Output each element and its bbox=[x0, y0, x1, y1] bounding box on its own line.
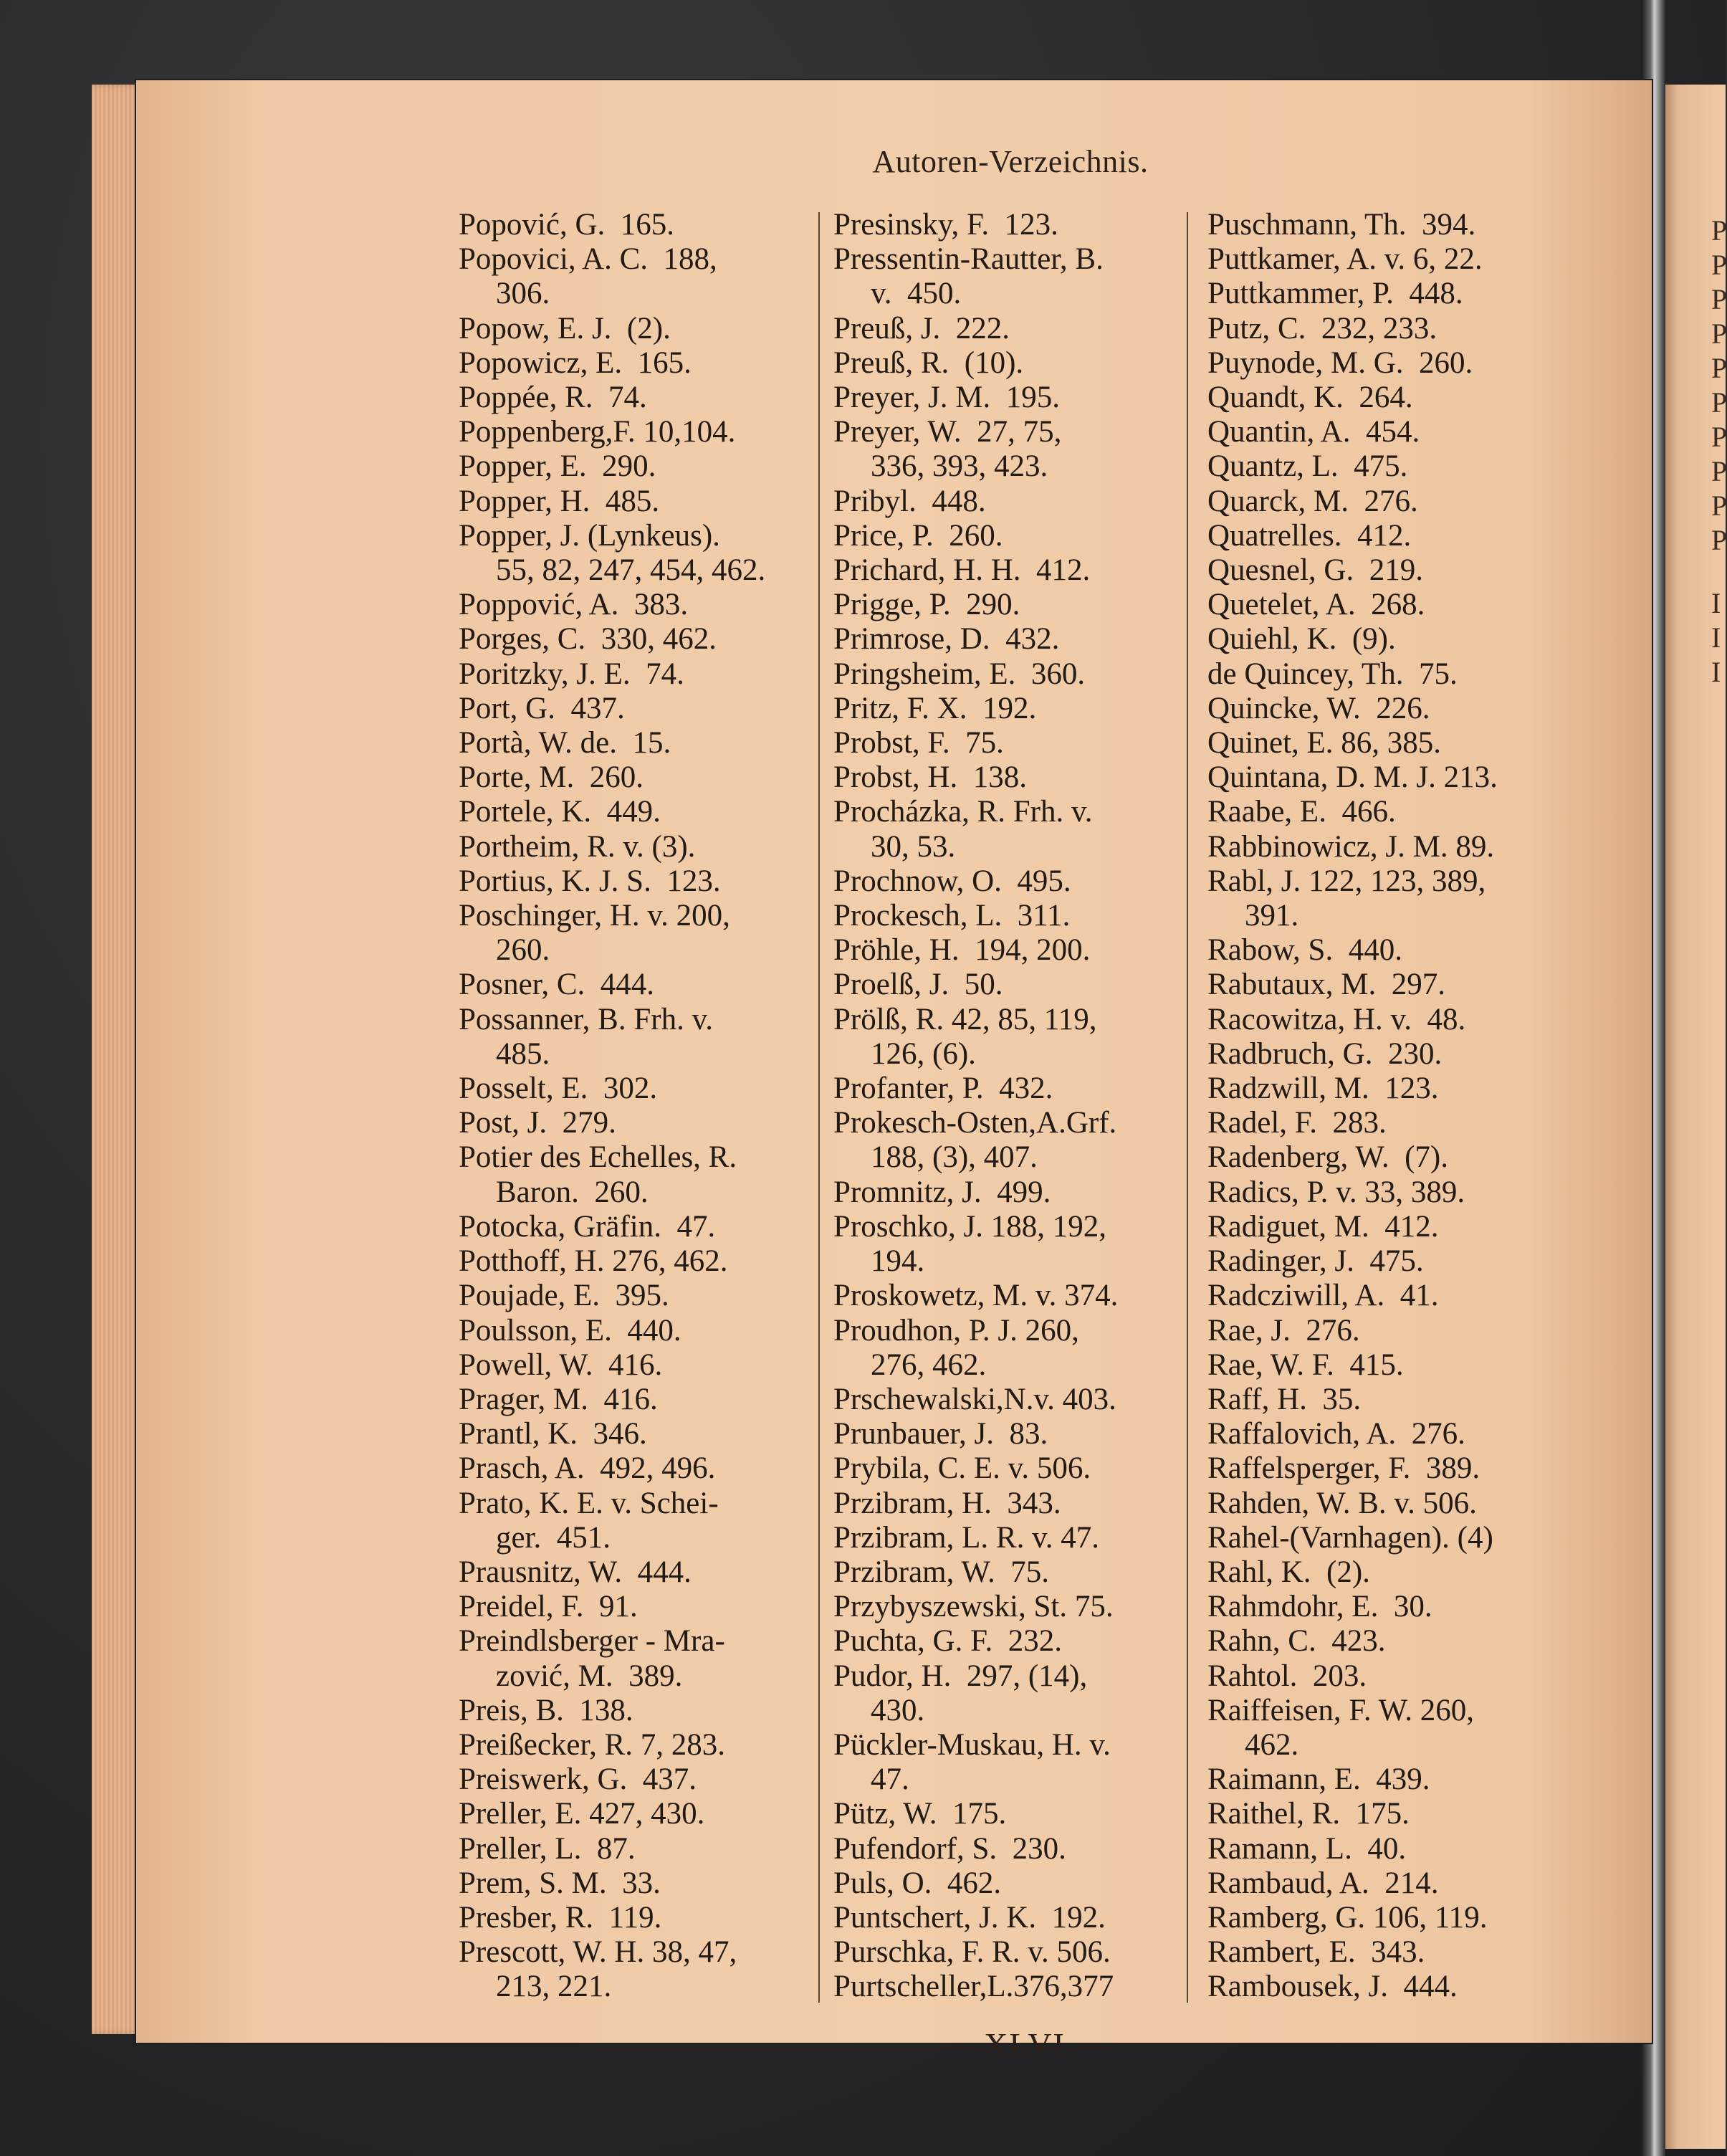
facing-page-fragment: P bbox=[1711, 490, 1727, 522]
index-entry-line: Quantz, L. 475. bbox=[1207, 449, 1408, 484]
index-entry-line: Przybyszewski, St. 75. bbox=[833, 1590, 1114, 1624]
index-entry-line: Preuß, J. 222. bbox=[833, 311, 1010, 345]
facing-page-fragment: P bbox=[1711, 386, 1727, 419]
index-entry-line: 462. bbox=[1245, 1727, 1299, 1762]
index-entry-line: Prschewalski,N.v. 403. bbox=[833, 1382, 1116, 1416]
index-entry-line: 430. bbox=[871, 1693, 925, 1727]
index-entry-line: Prausnitz, W. 444. bbox=[459, 1555, 692, 1589]
index-entry-line: Rahl, K. (2). bbox=[1207, 1555, 1370, 1589]
index-entry-line: Quarck, M. 276. bbox=[1207, 484, 1418, 518]
index-entry-line: Puls, O. 462. bbox=[833, 1866, 1002, 1900]
index-entry-line: 276, 462. bbox=[871, 1348, 987, 1382]
index-entry-line: 188, (3), 407. bbox=[871, 1140, 1038, 1175]
index-entry-line: Radiguet, M. 412. bbox=[1207, 1209, 1439, 1244]
index-entry-line: Prichard, H. H. 412. bbox=[833, 553, 1091, 588]
index-entry-line: Preuß, R. (10). bbox=[833, 345, 1024, 380]
index-entry-line: Rahtol. 203. bbox=[1207, 1659, 1367, 1693]
index-entry-line: Quandt, K. 264. bbox=[1207, 381, 1413, 415]
index-entry-line: Porges, C. 330, 462. bbox=[459, 622, 717, 657]
index-entry-line: Poujade, E. 395. bbox=[459, 1279, 669, 1313]
index-entry-line: Portele, K. 449. bbox=[459, 795, 661, 829]
index-entry-line: Preller, L. 87. bbox=[459, 1831, 636, 1866]
index-entry-line: Radics, P. v. 33, 389. bbox=[1207, 1175, 1465, 1209]
index-entry-line: Quintana, D. M. J. 213. bbox=[1207, 760, 1498, 795]
index-column-2 bbox=[833, 208, 1202, 2005]
index-entry-line: 213, 221. bbox=[496, 1970, 612, 2004]
index-entry-line: Rabow, S. 440. bbox=[1207, 933, 1402, 968]
facing-page-fragment: P bbox=[1711, 352, 1727, 384]
facing-page-fragment: P bbox=[1711, 283, 1727, 315]
index-entry-line: Puttkamer, A. v. 6, 22. bbox=[1207, 242, 1483, 277]
index-entry-line: Prölß, R. 42, 85, 119, bbox=[833, 1002, 1097, 1036]
index-entry-line: Popper, E. 290. bbox=[459, 449, 656, 484]
index-entry-line: Pückler-Muskau, H. v. bbox=[833, 1727, 1111, 1762]
index-entry-line: 391. bbox=[1245, 899, 1299, 933]
index-entry-line: Price, P. 260. bbox=[833, 518, 1003, 553]
index-entry-line: Poppée, R. 74. bbox=[459, 381, 647, 415]
index-entry-line: 336, 393, 423. bbox=[871, 449, 1048, 484]
index-entry-line: Raff, H. 35. bbox=[1207, 1382, 1362, 1416]
index-entry-line: Puynode, M. G. 260. bbox=[1207, 345, 1473, 380]
index-entry-line: Quinet, E. 86, 385. bbox=[1207, 726, 1442, 760]
facing-page-fragment: P bbox=[1711, 318, 1727, 350]
index-entry-line: Post, J. 279. bbox=[459, 1106, 616, 1140]
running-header: Autoren-Verzeichnis. bbox=[872, 144, 1149, 179]
index-entry-line: Quetelet, A. 268. bbox=[1207, 588, 1425, 622]
index-entry-line: zović, M. 389. bbox=[496, 1659, 683, 1693]
index-entry-line: Popow, E. J. (2). bbox=[459, 311, 671, 345]
index-entry-line: Prager, M. 416. bbox=[459, 1382, 658, 1416]
index-entry-line: 306. bbox=[496, 277, 550, 311]
index-entry-line: Rabl, J. 122, 123, 389, bbox=[1207, 864, 1486, 898]
index-entry-line: Poppenberg,F. 10,104. bbox=[459, 415, 736, 449]
index-entry-line: Raithel, R. 175. bbox=[1207, 1797, 1410, 1831]
index-entry-line: Pressentin-Rautter, B. bbox=[833, 242, 1104, 277]
facing-page-fragment: P bbox=[1711, 421, 1727, 453]
index-entry-line: Raimann, E. 439. bbox=[1207, 1763, 1430, 1797]
index-entry-line: 485. bbox=[496, 1036, 550, 1071]
index-entry-line: Rahmdohr, E. 30. bbox=[1207, 1590, 1432, 1624]
index-entry-line: Przibram, W. 75. bbox=[833, 1555, 1049, 1589]
index-entry-line: Preis, B. 138. bbox=[459, 1693, 633, 1727]
index-entry-line: Popovici, A. C. 188, bbox=[459, 242, 717, 277]
index-entry-line: Rabbinowicz, J. M. 89. bbox=[1207, 829, 1495, 864]
index-entry-line: Quesnel, G. 219. bbox=[1207, 553, 1423, 588]
index-entry-line: Port, G. 437. bbox=[459, 691, 625, 725]
index-entry-line: Proudhon, P. J. 260, bbox=[833, 1313, 1079, 1348]
index-entry-line: Popowicz, E. 165. bbox=[459, 345, 692, 380]
index-entry-line: Posner, C. 444. bbox=[459, 968, 655, 1002]
index-entry-line: Prantl, K. 346. bbox=[459, 1417, 647, 1451]
index-entry-line: Preindlsberger - Mra- bbox=[459, 1624, 725, 1659]
index-entry-line: Radel, F. 283. bbox=[1207, 1106, 1387, 1140]
index-entry-line: 30, 53. bbox=[871, 829, 956, 864]
index-entry-line: Ramann, L. 40. bbox=[1207, 1831, 1407, 1866]
index-entry-line: Popper, H. 485. bbox=[459, 484, 660, 518]
index-entry-line: Przibram, H. 343. bbox=[833, 1486, 1061, 1520]
index-entry-line: Radbruch, G. 230. bbox=[1207, 1036, 1443, 1071]
index-entry-line: Prasch, A. 492, 496. bbox=[459, 1451, 716, 1486]
index-entry-line: Raabe, E. 466. bbox=[1207, 795, 1396, 829]
index-entry-line: Probst, F. 75. bbox=[833, 726, 1004, 760]
index-entry-line: Profanter, P. 432. bbox=[833, 1072, 1053, 1106]
facing-page-fragment: I bbox=[1711, 621, 1721, 654]
index-entry-line: Presber, R. 119. bbox=[459, 1900, 662, 1935]
index-entry-line: 260. bbox=[496, 933, 550, 968]
index-entry-line: Promnitz, J. 499. bbox=[833, 1175, 1051, 1209]
index-entry-line: Proelß, J. 50. bbox=[833, 968, 1003, 1002]
column-rule-2 bbox=[1187, 212, 1188, 2003]
index-entry-line: 55, 82, 247, 454, 462. bbox=[496, 553, 766, 588]
index-entry-line: Quincke, W. 226. bbox=[1207, 691, 1430, 725]
index-entry-line: 126, (6). bbox=[871, 1036, 976, 1071]
index-entry-line: Purtscheller,L.376,377 bbox=[833, 1970, 1114, 2004]
facing-page-fragment: P bbox=[1711, 524, 1727, 556]
index-entry-line: Quatrelles. 412. bbox=[1207, 518, 1412, 553]
index-entry-line: Pringsheim, E. 360. bbox=[833, 657, 1086, 691]
index-entry-line: Preiswerk, G. 437. bbox=[459, 1763, 697, 1797]
index-entry-line: Poritzky, J. E. 74. bbox=[459, 657, 684, 691]
index-entry-line: Potthoff, H. 276, 462. bbox=[459, 1244, 728, 1279]
facing-page-fragment: P bbox=[1711, 214, 1727, 247]
index-entry-line: Radcziwill, A. 41. bbox=[1207, 1279, 1439, 1313]
index-entry-line: Preißecker, R. 7, 283. bbox=[459, 1727, 726, 1762]
index-entry-line: 47. bbox=[871, 1763, 909, 1797]
index-entry-line: Putz, C. 232, 233. bbox=[1207, 311, 1437, 345]
index-entry-line: Radenberg, W. (7). bbox=[1207, 1140, 1448, 1175]
index-entry-line: Quiehl, K. (9). bbox=[1207, 622, 1396, 657]
index-entry-line: Purschka, F. R. v. 506. bbox=[833, 1935, 1111, 1970]
index-entry-line: Poulsson, E. 440. bbox=[459, 1313, 681, 1348]
index-entry-line: ger. 451. bbox=[496, 1520, 611, 1555]
index-entry-line: Prescott, W. H. 38, 47, bbox=[459, 1935, 737, 1970]
index-entry-line: Prybila, C. E. v. 506. bbox=[833, 1451, 1091, 1486]
index-entry-line: Portheim, R. v. (3). bbox=[459, 829, 696, 864]
index-entry-line: Probst, H. 138. bbox=[833, 760, 1027, 795]
index-entry-line: Puntschert, J. K. 192. bbox=[833, 1900, 1106, 1935]
index-entry-line: Radzwill, M. 123. bbox=[1207, 1072, 1439, 1106]
index-entry-line: Pütz, W. 175. bbox=[833, 1797, 1007, 1831]
index-entry-line: Posselt, E. 302. bbox=[459, 1072, 658, 1106]
index-column-3 bbox=[1207, 208, 1577, 2005]
index-entry-line: Primrose, D. 432. bbox=[833, 622, 1060, 657]
index-entry-line: Prato, K. E. v. Schei- bbox=[459, 1486, 719, 1520]
index-entry-line: Poschinger, H. v. 200, bbox=[459, 899, 730, 933]
index-entry-line: Baron. 260. bbox=[496, 1175, 649, 1209]
index-entry-line: Pritz, F. X. 192. bbox=[833, 691, 1037, 725]
index-entry-line: Portà, W. de. 15. bbox=[459, 726, 671, 760]
index-entry-line: Ramberg, G. 106, 119. bbox=[1207, 1900, 1488, 1935]
index-entry-line: Prochnow, O. 495. bbox=[833, 864, 1071, 898]
index-entry-line: Puschmann, Th. 394. bbox=[1207, 208, 1476, 242]
index-entry-line: Potocka, Gräfin. 47. bbox=[459, 1209, 716, 1244]
index-entry-line: Popper, J. (Lynkeus). bbox=[459, 518, 720, 553]
page-number: — XLVI — bbox=[939, 2026, 1110, 2063]
index-entry-line: Rahel-(Varnhagen). (4) bbox=[1207, 1520, 1493, 1555]
index-entry-line: Portius, K. J. S. 123. bbox=[459, 864, 721, 898]
facing-page-fragment: P bbox=[1711, 249, 1727, 281]
index-column-1 bbox=[459, 208, 828, 2005]
index-entry-line: Pribyl. 448. bbox=[833, 484, 986, 518]
index-entry-line: Proskowetz, M. v. 374. bbox=[833, 1279, 1119, 1313]
facing-page-fragment: I bbox=[1711, 587, 1721, 619]
index-entry-line: Puchta, G. F. 232. bbox=[833, 1624, 1063, 1659]
index-entry-line: Prigge, P. 290. bbox=[833, 588, 1020, 622]
index-entry-line: Rambousek, J. 444. bbox=[1207, 1970, 1458, 2004]
index-entry-line: Quantin, A. 454. bbox=[1207, 415, 1420, 449]
index-entry-line: Pröhle, H. 194, 200. bbox=[833, 933, 1091, 968]
index-entry-line: Racowitza, H. v. 48. bbox=[1207, 1002, 1466, 1036]
index-entry-line: Possanner, B. Frh. v. bbox=[459, 1002, 714, 1036]
index-entry-line: Raiffeisen, F. W. 260, bbox=[1207, 1693, 1475, 1727]
index-entry-line: Rabutaux, M. 297. bbox=[1207, 968, 1446, 1002]
index-entry-line: Raffalovich, A. 276. bbox=[1207, 1417, 1465, 1451]
facing-page-fragment: I bbox=[1711, 656, 1721, 688]
index-entry-line: Rambert, E. 343. bbox=[1207, 1935, 1425, 1970]
index-entry-line: Prokesch-Osten,A.Grf. bbox=[833, 1106, 1117, 1140]
index-entry-line: Procházka, R. Frh. v. bbox=[833, 795, 1093, 829]
page-edges bbox=[92, 85, 142, 2034]
index-entry-line: Preidel, F. 91. bbox=[459, 1590, 638, 1624]
index-entry-line: Popović, G. 165. bbox=[459, 208, 674, 242]
index-entry-line: Presinsky, F. 123. bbox=[833, 208, 1058, 242]
index-entry-line: Rae, W. F. 415. bbox=[1207, 1348, 1404, 1382]
facing-page bbox=[1663, 85, 1726, 2149]
index-entry-line: Preyer, W. 27, 75, bbox=[833, 415, 1062, 449]
index-entry-line: Przibram, L. R. v. 47. bbox=[833, 1520, 1100, 1555]
column-rule-1 bbox=[818, 212, 820, 2003]
index-entry-line: Radinger, J. 475. bbox=[1207, 1244, 1424, 1279]
index-entry-line: Rambaud, A. 214. bbox=[1207, 1866, 1439, 1900]
index-entry-line: Rae, J. 276. bbox=[1207, 1313, 1360, 1348]
index-entry-line: Porte, M. 260. bbox=[459, 760, 644, 795]
index-entry-line: Pudor, H. 297, (14), bbox=[833, 1659, 1088, 1693]
index-entry-line: Proschko, J. 188, 192, bbox=[833, 1209, 1107, 1244]
index-entry-line: v. 450. bbox=[871, 277, 962, 311]
index-entry-line: Rahden, W. B. v. 506. bbox=[1207, 1486, 1477, 1520]
facing-page-fragment: P bbox=[1711, 455, 1727, 487]
index-entry-line: Prem, S. M. 33. bbox=[459, 1866, 661, 1900]
index-entry-line: de Quincey, Th. 75. bbox=[1207, 657, 1458, 691]
index-entry-line: Raffelsperger, F. 389. bbox=[1207, 1451, 1480, 1486]
index-entry-line: Rahn, C. 423. bbox=[1207, 1624, 1386, 1659]
index-entry-line: Preyer, J. M. 195. bbox=[833, 381, 1060, 415]
index-entry-line: 194. bbox=[871, 1244, 925, 1279]
index-entry-line: Prockesch, L. 311. bbox=[833, 899, 1071, 933]
index-entry-line: Preller, E. 427, 430. bbox=[459, 1797, 705, 1831]
index-entry-line: Potier des Echelles, R. bbox=[459, 1140, 737, 1175]
index-entry-line: Pufendorf, S. 230. bbox=[833, 1831, 1066, 1866]
index-entry-line: Prunbauer, J. 83. bbox=[833, 1417, 1048, 1451]
index-entry-line: Poppović, A. 383. bbox=[459, 588, 689, 622]
index-entry-line: Puttkammer, P. 448. bbox=[1207, 277, 1463, 311]
index-entry-line: Powell, W. 416. bbox=[459, 1348, 663, 1382]
